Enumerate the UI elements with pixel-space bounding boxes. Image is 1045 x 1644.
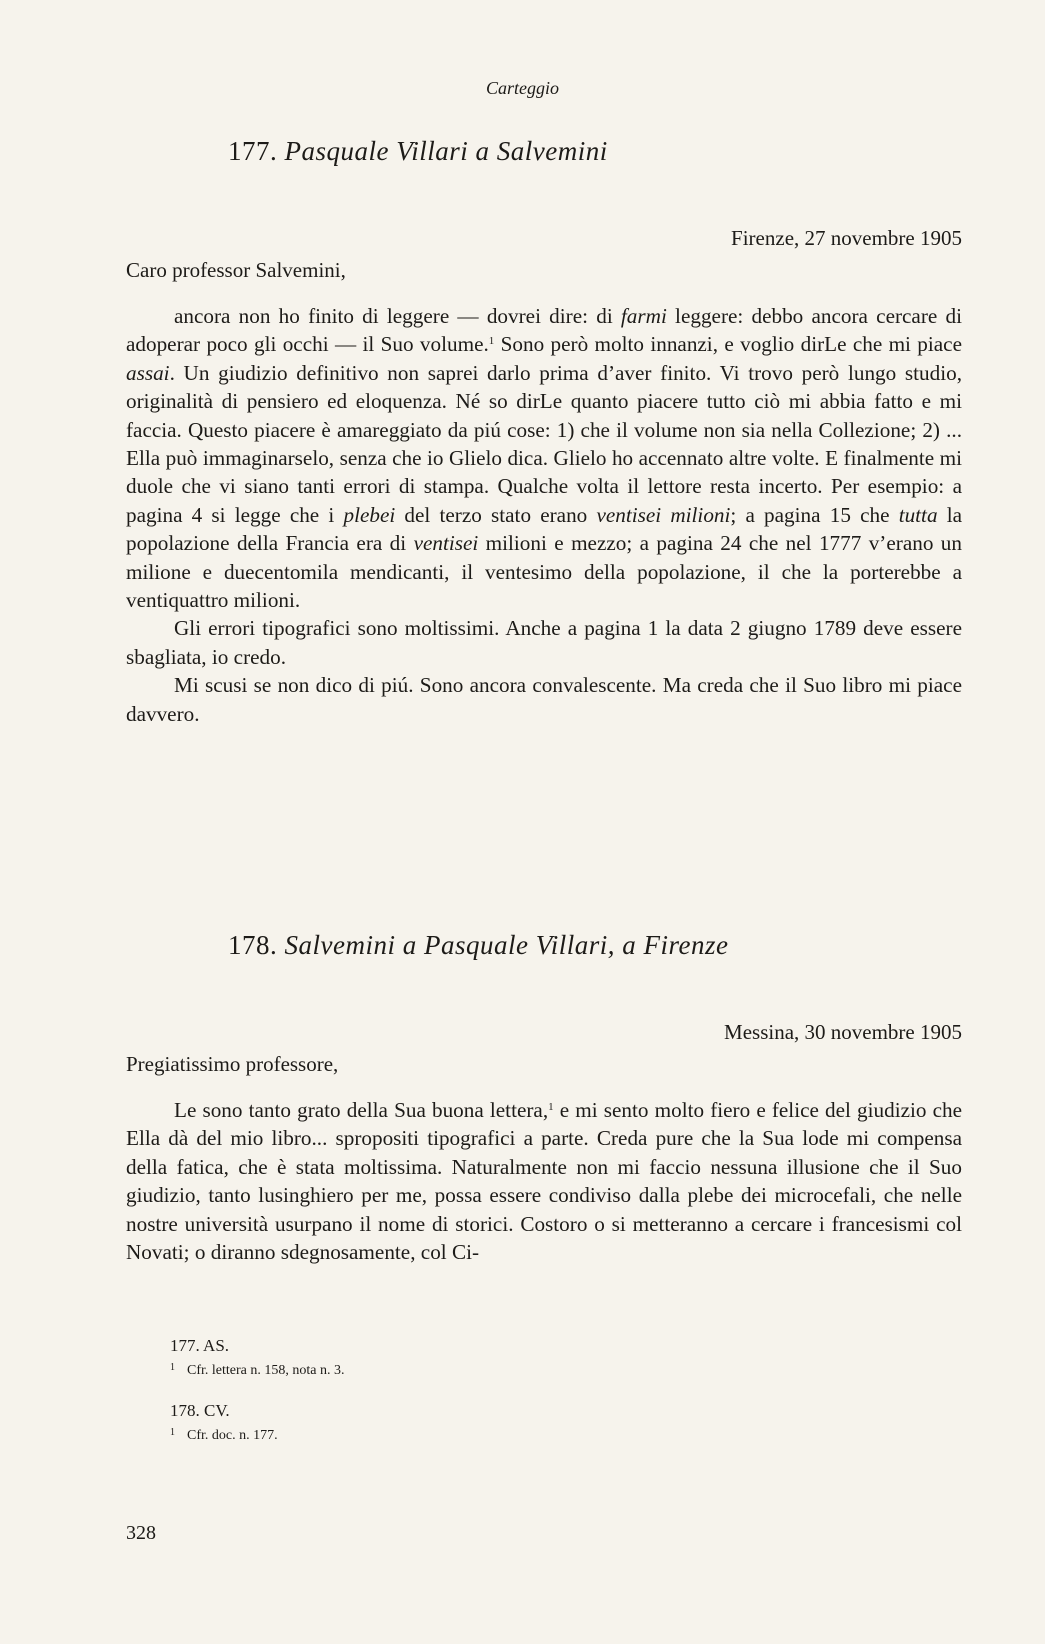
letter-heading xyxy=(228,136,608,167)
letter-title: Salvemini a Pasquale Villari, a Firenze xyxy=(284,930,729,960)
paragraph: Le sono tanto grato della Sua buona lettera,$^1$ e mi sento molto fiero e felice del giudizio che Ella dà del mio libro... spropositi tipografici a parte. Creda pure che la Sua lode mi compensa della fatica, che è stata moltissima. Naturalmente non mi faccio nessuna illusione che il Suo giudizio, tanto lusinghiero per me, possa essere condiviso dalla plebe dei microcefali, che nelle nostre università usurpano il nome di storici. Costoro o si metteranno a cercare i francesismi col Novati; o diranno sdegnosamente, col Ci- xyxy=(126,1098,962,1265)
footnote-mark: 1 xyxy=(170,1427,175,1438)
footnote-heading: 177. AS. xyxy=(170,1336,230,1355)
letter-title: Pasquale Villari a Salvemini xyxy=(284,136,608,166)
footnote-heading: 178. CV. xyxy=(170,1401,230,1420)
footnote-mark: 1 xyxy=(170,1362,175,1373)
footnote-text: Cfr. doc. n. 177. xyxy=(187,1428,278,1443)
footnote xyxy=(170,1362,344,1379)
letter-number: 178. xyxy=(228,930,278,960)
page-number: 328 xyxy=(126,1522,156,1544)
paragraph: Gli errori tipografici sono moltissimi. Anche a pagina 1 la data 2 giugno 1789 deve essere sbagliata, io credo. xyxy=(126,616,962,669)
salutation: Pregiatissimo professore, xyxy=(126,1052,339,1076)
footnote xyxy=(170,1427,344,1444)
footnotes xyxy=(170,1336,344,1466)
paragraph: Mi scusi se non dico di piú. Sono ancora convalescente. Ma creda che il Suo libro mi piace davvero. xyxy=(126,673,962,726)
letter-number: 177. xyxy=(228,136,278,166)
running-head: Carteggio xyxy=(485,78,559,98)
dateline: Messina, 30 novembre 1905 xyxy=(724,1020,962,1044)
dateline: Firenze, 27 novembre 1905 xyxy=(731,226,962,250)
salutation: Caro professor Salvemini, xyxy=(126,258,346,282)
letter-heading xyxy=(228,930,728,961)
letter-body xyxy=(126,302,962,728)
letter-body xyxy=(126,1096,962,1266)
paragraph: ancora non ho finito di leggere — dovrei dire: di farmi leggere: debbo ancora cercare di adoperar poco gli occhi — il Suo volume.$^1$ Sono però molto innanzi, e voglio dirLe che mi piace assai. Un giudizio definitivo non saprei darlo prima d’aver finito. Vi trovo però lungo studio, originalità di pensiero ed eloquenza. Né so dirLe quanto piacere tutto ciò mi abbia fatto e mi faccia. Questo piacere è amareggiato da piú cose: 1) che il volume non sia nella Collezione; 2) ... Ella può immaginarselo, senza che io Glielo dica. Glielo ho accennato altre volte. E finalmente mi duole che vi siano tanti errori di stampa. Qualche volta il lettore resta incerto. Per esempio: a pagina 4 si legge che i plebei del terzo stato erano ventisei milioni; a pagina 15 che tutta la popolazione della Francia era di ventisei milioni e mezzo; a pagina 24 che nel 1777 v’erano un milione e duecentomila mendicanti, il ventesimo della popolazione, il che la porterebbe a ventiquattro milioni. xyxy=(126,304,963,613)
footnote-text: Cfr. lettera n. 158, nota n. 3. xyxy=(187,1363,345,1378)
